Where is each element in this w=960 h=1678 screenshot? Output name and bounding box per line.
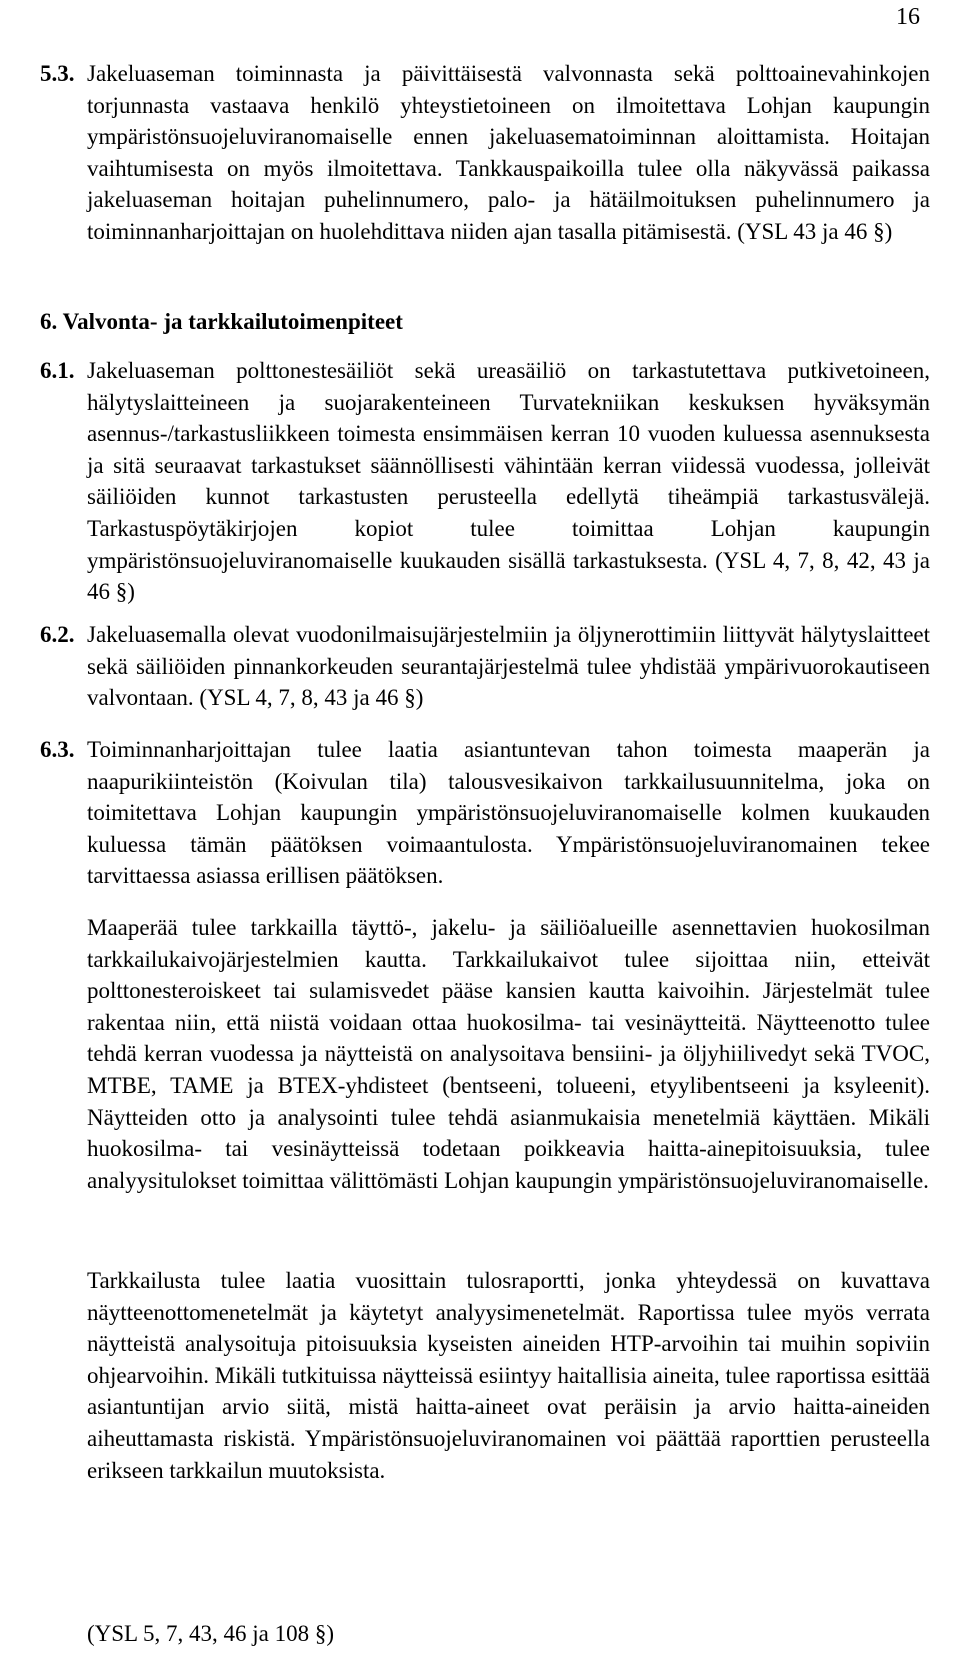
page-number: 16 bbox=[896, 4, 920, 30]
section-text: Jakeluaseman polttonestesäiliöt sekä ureasäiliö on tarkastutettava putkivetoineen, hälytyslaitteineen ja suojarakenteineen Turvatekniikan keskuksen hyväksymän asennus-/tarkastusliikkeen toimesta ensimmäisen kerran 10 vuoden kuluessa asennuksesta ja sitä seuraavat tarkastukset säännöllisesti vähintään kerran viidessä vuodessa, jolleivät säiliöiden kunnot tarkastusten perusteella edellytä tiheämpiä tarkastusvälejä. Tarkastuspöytäkirjojen kopiot tulee toimittaa Lohjan kaupungin ympäristönsuojeluviranomaiselle kuukauden sisällä tarkastuksesta. (YSL 4, 7, 8, 42, 43 ja 46 §) bbox=[87, 358, 930, 605]
section-label: 6.3. bbox=[40, 737, 75, 762]
section-text: Jakeluasemalla olevat vuodonilmaisujärjestelmiin ja öljynerottimiin liittyvät hälytyslaitteet sekä säiliöiden pinnankorkeuden seurantajärjestelmä tulee yhdistää ympärivuorokautiseen valvontaan. (YSL 4, 7, 8, 43 ja 46 §) bbox=[87, 622, 930, 711]
section-6-2 bbox=[40, 619, 930, 714]
section-6-1 bbox=[40, 355, 930, 608]
section-label: 6.2. bbox=[40, 622, 75, 647]
paragraph-legal-reference: (YSL 5, 7, 43, 46 ja 108 §) bbox=[87, 1621, 335, 1646]
section-text: Toiminnanharjoittajan tulee laatia asiantuntevan tahon toimesta maaperän ja naapurikiinteistön (Koivulan tila) talousvesikaivon tarkkailusuunnitelma, joka on toimitettava Lohjan kaupungin ympäristönsuojeluviranomaiselle kolmen kuukauden kuluessa tämän päätöksen voimaantulosta. Ympäristönsuojeluviranomainen tekee tarvittaessa asiassa erillisen päätöksen. bbox=[87, 737, 930, 889]
section-label: 6.1. bbox=[40, 358, 75, 383]
paragraph-annual-report: Tarkkailusta tulee laatia vuosittain tulosraportti, jonka yhteydessä on kuvattava näytteenottomenetelmät ja käytetyt analyysimenetelmät. Raportissa tulee myös verrata näytteistä analysoituja pitoisuuksia kyseisten aineiden HTP-arvoihin tai muihin sopiviin ohjearvoihin. Mikäli tutkituissa näytteissä esiintyy haitallisia aineita, tulee raportissa esittää asiantuntijan arvio siitä, mistä haitta-aineet ovat peräisin ja arvio haitta-aineiden aiheuttamasta riskistä. Ympäristönsuojeluviranomainen voi päättää raporttien perusteella erikseen tarkkailun muutoksista. bbox=[87, 1268, 930, 1483]
section-label: 5.3. bbox=[40, 61, 75, 86]
section-text: Jakeluaseman toiminnasta ja päivittäisestä valvonnasta sekä polttoainevahinkojen torjunnasta vastaava henkilö yhteystietoineen on ilmoitettava Lohjan kaupungin ympäristönsuojeluviranomaiselle ennen jakeluasematoiminnan aloittamista. Hoitajan vaihtumisesta on myös ilmoitettava. Tankkauspaikoilla tulee olla näkyvässä paikassa jakeluaseman hoitajan puhelinnumero, palo- ja hätäilmoituksen puhelinnumero ja toiminnanharjoittajan on huolehdittava niiden ajan tasalla pitämisestä. (YSL 43 ja 46 §) bbox=[87, 61, 930, 244]
section-6-heading: 6. Valvonta- ja tarkkailutoimenpiteet bbox=[40, 309, 403, 334]
section-6-3 bbox=[40, 734, 930, 892]
section-5-3 bbox=[40, 58, 930, 248]
paragraph-soil-monitoring: Maaperää tulee tarkkailla täyttö-, jakelu- ja säiliöalueille asennettavien huokosilman tarkkailukaivojärjestelmien kautta. Tarkkailukaivot tulee sijoittaa niin, etteivät polttonesteroiskeet tai sulamisvedet pääse kansien kautta kaivoihin. Järjestelmät tulee rakentaa niin, että niistä voidaan ottaa huokosilma- tai vesinäytteitä. Näytteenotto tulee tehdä kerran vuodessa ja näytteistä on analysoitava bensiini- ja öljyhiilivedyt sekä TVOC, MTBE, TAME ja BTEX-yhdisteet (bentseeni, tolueeni, etyylibentseeni ja ksyleenit). Näytteiden otto ja analysointi tulee tehdä asianmukaisia menetelmiä käyttäen. Mikäli huokosilma- tai vesinäytteissä todetaan poikkeavia haitta-ainepitoisuuksia, tulee analyysitulokset toimittaa välittömästi Lohjan kaupungin ympäristönsuojeluviranomaiselle. bbox=[87, 915, 930, 1193]
